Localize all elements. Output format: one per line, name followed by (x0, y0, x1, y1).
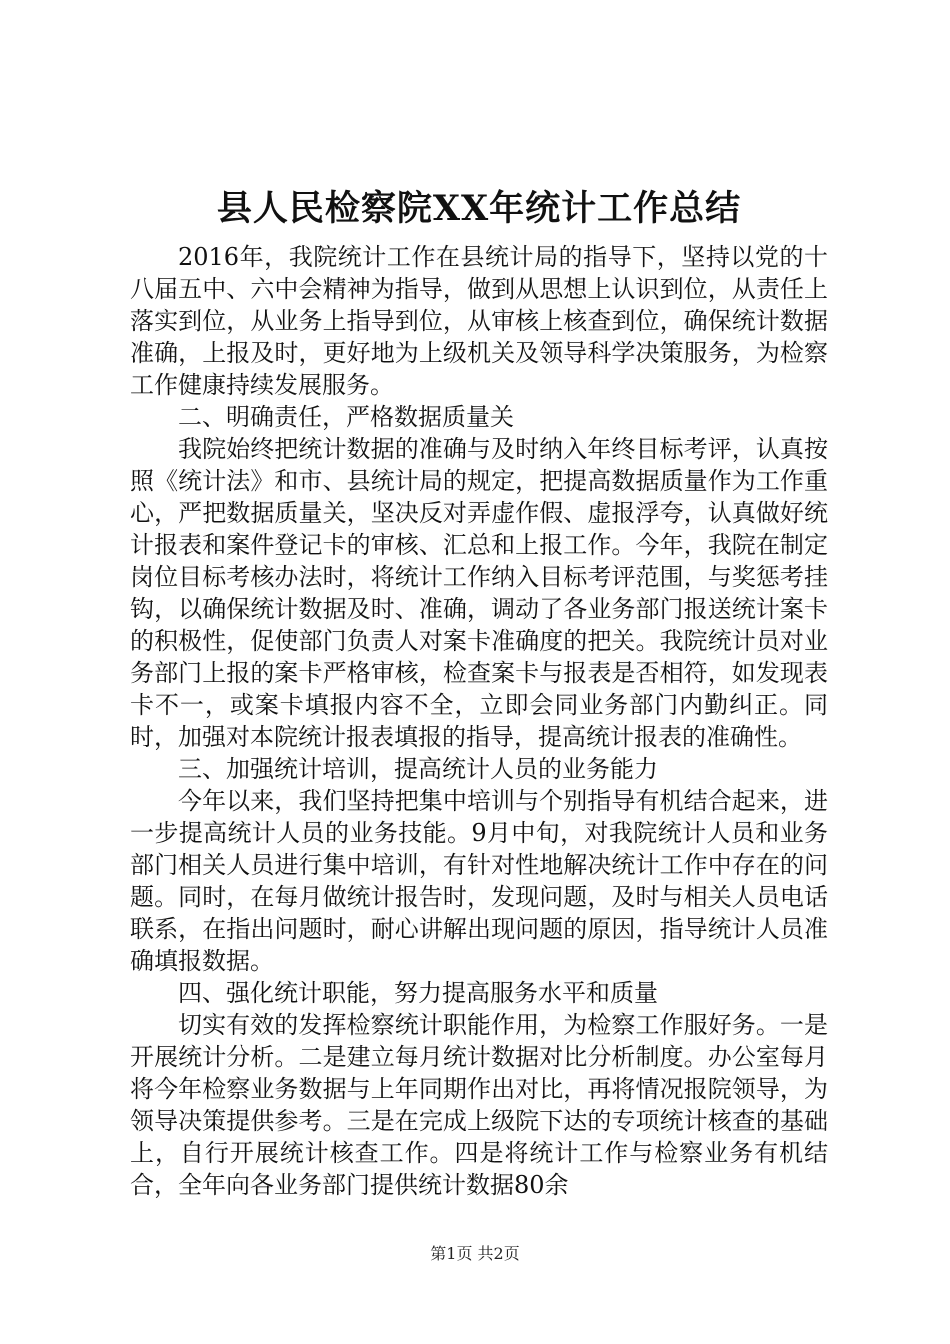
section-heading-2: 二、明确责任，严格数据质量关 (178, 403, 514, 431)
section-body-2: 我院始终把统计数据的准确与及时纳入年终目标考评，认真按照《统计法》和市、县统计局的规定，把提高数据质量作为工作重心，严把数据质量关，坚决反对弄虚作假、虚报浮夸，认真做好统计报表和案件登记卡的审核、汇总和上报工作。今年，我院在制定岗位目标考核办法时，将统计工作纳入目标考评范围，与奖惩考挂钩，以确保统计数据及时、准确，调动了各业务部门报送统计案卡的积极性，促使部门负责人对案卡准确度的把关。我院统计员对业务部门上报的案卡严格审核，检查案卡与报表是否相符，如发现表卡不一，或案卡填报内容不全，立即会同业务部门内勤纠正。同时，加强对本院统计报表填报的指导，提高统计报表的准确性。 (130, 435, 828, 751)
section-heading-4: 四、强化统计职能，努力提高服务水平和质量 (178, 979, 658, 1007)
intro-paragraph: 2016年，我院统计工作在县统计局的指导下，坚持以党的十八届五中、六中会精神为指导，做到从思想上认识到位，从责任上落实到位，从业务上指导到位，从审核上核查到位，确保统计数据准确，上报及时，更好地为上级机关及领导科学决策服务，为检察工作健康持续发展服务。 (130, 243, 828, 399)
document-title: 县人民检察院XX年统计工作总结 (216, 188, 742, 229)
document-page (130, 183, 828, 1201)
section-heading-3: 三、加强统计培训，提高统计人员的业务能力 (178, 755, 658, 783)
section-body-4: 切实有效的发挥检察统计职能作用，为检察工作服好务。一是开展统计分析。二是建立每月统计数据对比分析制度。办公室每月将今年检察业务数据与上年同期作出对比，再将情况报院领导，为领导决策提供参考。三是在完成上级院下达的专项统计核查的基础上，自行开展统计核查工作。四是将统计工作与检察业务有机结合，全年向各业务部门提供统计数据80余 (130, 1011, 828, 1199)
section-body-3: 今年以来，我们坚持把集中培训与个别指导有机结合起来，进一步提高统计人员的业务技能。9月中旬，对我院统计人员和业务部门相关人员进行集中培训，有针对性地解决统计工作中存在的问题。同时，在每月做统计报告时，发现问题，及时与相关人员电话联系，在指出问题时，耐心讲解出现问题的原因，指导统计人员准确填报数据。 (130, 787, 828, 975)
page-number-footer: 第1页 共2页 (430, 1244, 520, 1263)
